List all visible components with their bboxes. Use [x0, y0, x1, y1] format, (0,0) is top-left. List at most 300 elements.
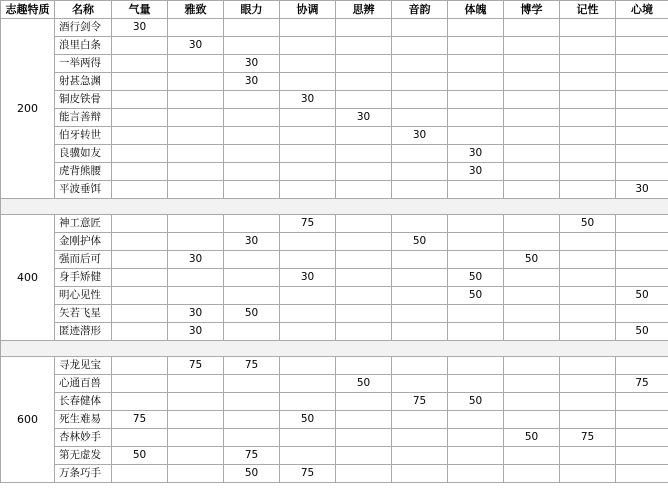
attribute-value-cell: [448, 357, 504, 375]
header-row: [1, 1, 668, 19]
attribute-value-cell: [560, 375, 616, 393]
attribute-value-cell: [112, 55, 168, 73]
attribute-value-cell: [336, 447, 392, 465]
attribute-value-cell: [280, 375, 336, 393]
trait-name-cell: 万条巧手: [55, 465, 112, 483]
attribute-value-cell: [616, 305, 668, 323]
attribute-value-cell: [560, 465, 616, 483]
attribute-value-cell: 30: [448, 145, 504, 163]
attribute-value-cell: 50: [448, 287, 504, 305]
table-row: [1, 429, 668, 447]
attribute-value-cell: [224, 429, 280, 447]
attribute-value-cell: [448, 91, 504, 109]
attribute-value-cell: [224, 127, 280, 145]
table-row: [1, 233, 668, 251]
attribute-value-cell: [392, 429, 448, 447]
attribute-value-cell: [504, 233, 560, 251]
attribute-value-cell: [168, 393, 224, 411]
attribute-value-cell: [392, 447, 448, 465]
attribute-value-cell: [448, 181, 504, 199]
attribute-value-cell: [168, 233, 224, 251]
table-body: [1, 19, 668, 483]
table-row: [1, 163, 668, 181]
attribute-value-cell: [112, 37, 168, 55]
attribute-value-cell: [448, 429, 504, 447]
attribute-value-cell: [392, 287, 448, 305]
attribute-value-cell: [504, 357, 560, 375]
attribute-value-cell: [224, 393, 280, 411]
trait-name-cell: 明心见性: [55, 287, 112, 305]
attribute-value-cell: [112, 357, 168, 375]
attribute-value-cell: [168, 127, 224, 145]
attribute-value-cell: [280, 127, 336, 145]
attribute-value-cell: 50: [504, 251, 560, 269]
attribute-value-cell: [616, 465, 668, 483]
table-row: [1, 91, 668, 109]
attribute-value-cell: [224, 269, 280, 287]
attribute-value-cell: 75: [168, 357, 224, 375]
attribute-value-cell: [560, 287, 616, 305]
attribute-value-cell: [616, 163, 668, 181]
attribute-value-cell: [560, 181, 616, 199]
attribute-value-cell: 50: [224, 465, 280, 483]
attribute-value-cell: [336, 323, 392, 341]
attribute-value-cell: [616, 37, 668, 55]
attribute-value-cell: [504, 127, 560, 145]
trait-name-cell: 匿迹潜形: [55, 323, 112, 341]
attribute-value-cell: [392, 55, 448, 73]
attribute-value-cell: 50: [616, 323, 668, 341]
attribute-value-cell: [560, 447, 616, 465]
attribute-value-cell: [560, 37, 616, 55]
attribute-value-cell: [112, 251, 168, 269]
attribute-value-cell: [616, 127, 668, 145]
attribute-value-cell: [560, 305, 616, 323]
attribute-value-cell: [112, 145, 168, 163]
attribute-value-cell: [336, 465, 392, 483]
attribute-value-cell: [112, 163, 168, 181]
attribute-value-cell: [560, 163, 616, 181]
attribute-value-cell: [168, 163, 224, 181]
attribute-value-cell: [280, 447, 336, 465]
attribute-value-cell: [112, 73, 168, 91]
attribute-value-cell: 50: [392, 233, 448, 251]
trait-name-cell: 心通百兽: [55, 375, 112, 393]
attribute-value-cell: [112, 287, 168, 305]
attribute-value-cell: [224, 163, 280, 181]
header-yinyun: 音韵: [392, 1, 448, 19]
attribute-value-cell: [504, 37, 560, 55]
table-row: [1, 393, 668, 411]
trait-name-cell: 杏林妙手: [55, 429, 112, 447]
tier-cell: 400: [1, 215, 55, 341]
table-row: [1, 73, 668, 91]
attribute-value-cell: [504, 305, 560, 323]
trait-name-cell: 浪里白条: [55, 37, 112, 55]
trait-name-cell: 长春健体: [55, 393, 112, 411]
attribute-value-cell: 30: [168, 37, 224, 55]
attribute-value-cell: 75: [224, 357, 280, 375]
attribute-value-cell: [336, 163, 392, 181]
table-row: [1, 127, 668, 145]
attribute-value-cell: [616, 393, 668, 411]
attribute-value-cell: [392, 109, 448, 127]
attribute-value-cell: [448, 55, 504, 73]
attribute-value-cell: [616, 145, 668, 163]
attribute-value-cell: [560, 109, 616, 127]
header-xietiao: 协调: [280, 1, 336, 19]
attribute-value-cell: 50: [336, 375, 392, 393]
attribute-value-cell: [336, 181, 392, 199]
attribute-value-cell: 75: [560, 429, 616, 447]
attribute-value-cell: 50: [224, 305, 280, 323]
attribute-value-cell: [448, 305, 504, 323]
attribute-value-cell: 30: [112, 19, 168, 37]
attribute-value-cell: [336, 393, 392, 411]
attribute-value-cell: [504, 393, 560, 411]
attribute-value-cell: [280, 55, 336, 73]
trait-name-cell: 死生难易: [55, 411, 112, 429]
attribute-value-cell: [280, 145, 336, 163]
attribute-value-cell: [504, 163, 560, 181]
attribute-value-cell: [224, 411, 280, 429]
attribute-value-cell: [504, 269, 560, 287]
attribute-value-cell: [280, 357, 336, 375]
attribute-value-cell: [448, 323, 504, 341]
attribute-value-cell: [504, 465, 560, 483]
attribute-value-cell: [392, 145, 448, 163]
attribute-value-cell: [504, 109, 560, 127]
attribute-value-cell: [504, 181, 560, 199]
attribute-value-cell: [168, 447, 224, 465]
header-yazhi: 雅致: [168, 1, 224, 19]
attribute-value-cell: [224, 251, 280, 269]
attribute-value-cell: [112, 429, 168, 447]
trait-name-cell: 铜皮铁骨: [55, 91, 112, 109]
attribute-value-cell: [112, 127, 168, 145]
attribute-value-cell: [280, 109, 336, 127]
attribute-value-cell: [112, 393, 168, 411]
table-row: [1, 269, 668, 287]
table-row: [1, 357, 668, 375]
attribute-value-cell: [392, 163, 448, 181]
table-row: [1, 375, 668, 393]
attribute-value-cell: 30: [168, 305, 224, 323]
table-row: [1, 411, 668, 429]
attribute-value-cell: [336, 269, 392, 287]
attribute-value-cell: 30: [224, 73, 280, 91]
tier-cell: 200: [1, 19, 55, 199]
attribute-value-cell: [616, 269, 668, 287]
attribute-value-cell: 30: [392, 127, 448, 145]
table-row: [1, 181, 668, 199]
attribute-value-cell: [392, 37, 448, 55]
attribute-value-cell: [392, 19, 448, 37]
attribute-value-cell: [336, 305, 392, 323]
attribute-value-cell: [280, 305, 336, 323]
attribute-value-cell: [112, 109, 168, 127]
attribute-value-cell: [616, 73, 668, 91]
attribute-value-cell: [560, 357, 616, 375]
attribute-value-cell: [560, 393, 616, 411]
trait-name-cell: 射甚急渊: [55, 73, 112, 91]
table-row: [1, 465, 668, 483]
attribute-value-cell: 30: [168, 323, 224, 341]
attribute-value-cell: [560, 411, 616, 429]
attribute-value-cell: [448, 109, 504, 127]
attribute-value-cell: [336, 73, 392, 91]
attribute-value-cell: [616, 411, 668, 429]
attribute-value-cell: [560, 323, 616, 341]
attribute-value-cell: [504, 215, 560, 233]
attribute-value-cell: [392, 305, 448, 323]
attribute-value-cell: [560, 91, 616, 109]
attribute-value-cell: [448, 215, 504, 233]
attribute-value-cell: [560, 55, 616, 73]
attribute-value-cell: [112, 269, 168, 287]
attribute-value-cell: [392, 91, 448, 109]
attribute-value-cell: [504, 447, 560, 465]
attribute-value-cell: [336, 145, 392, 163]
attribute-value-cell: [168, 109, 224, 127]
attribute-value-cell: [504, 55, 560, 73]
attribute-value-cell: [392, 323, 448, 341]
attribute-value-cell: [224, 375, 280, 393]
attribute-value-cell: [448, 465, 504, 483]
attribute-value-cell: [448, 447, 504, 465]
trait-name-cell: 金刚护体: [55, 233, 112, 251]
attribute-value-cell: 50: [280, 411, 336, 429]
table-row: [1, 323, 668, 341]
attribute-value-cell: [448, 375, 504, 393]
attribute-value-cell: [616, 233, 668, 251]
attribute-value-cell: [616, 55, 668, 73]
attribute-value-cell: 30: [336, 109, 392, 127]
attribute-value-cell: [560, 127, 616, 145]
attribute-value-cell: [560, 145, 616, 163]
attribute-value-cell: [336, 287, 392, 305]
attribute-value-cell: [392, 251, 448, 269]
attribute-value-cell: [560, 269, 616, 287]
attribute-value-cell: [280, 251, 336, 269]
attribute-value-cell: [168, 55, 224, 73]
attribute-value-cell: [448, 37, 504, 55]
attribute-value-cell: [504, 19, 560, 37]
attribute-value-cell: 50: [616, 287, 668, 305]
attribute-value-cell: [168, 429, 224, 447]
trait-name-cell: 虎背熊腰: [55, 163, 112, 181]
attribute-value-cell: [336, 411, 392, 429]
attribute-value-cell: [448, 19, 504, 37]
attribute-value-cell: [224, 145, 280, 163]
header-sibian: 思辨: [336, 1, 392, 19]
attribute-value-cell: [504, 73, 560, 91]
attribute-value-cell: [168, 91, 224, 109]
attribute-value-cell: 30: [224, 55, 280, 73]
attribute-value-cell: [504, 287, 560, 305]
attribute-value-cell: 50: [448, 393, 504, 411]
trait-name-cell: 一举两得: [55, 55, 112, 73]
attribute-value-cell: [616, 429, 668, 447]
attribute-value-cell: [392, 357, 448, 375]
attribute-value-cell: [392, 465, 448, 483]
attribute-value-cell: [336, 251, 392, 269]
trait-name-cell: 强而后可: [55, 251, 112, 269]
attribute-value-cell: [280, 429, 336, 447]
attribute-value-cell: 75: [280, 215, 336, 233]
table-row: [1, 55, 668, 73]
trait-name-cell: 伯牙转世: [55, 127, 112, 145]
attribute-value-cell: [504, 323, 560, 341]
attribute-value-cell: 75: [280, 465, 336, 483]
attribute-value-cell: 30: [448, 163, 504, 181]
attribute-value-cell: [448, 73, 504, 91]
attribute-value-cell: [224, 287, 280, 305]
attribute-value-cell: [616, 19, 668, 37]
attribute-value-cell: [392, 215, 448, 233]
attribute-value-cell: [392, 375, 448, 393]
attribute-value-cell: [112, 233, 168, 251]
header-tier: 志趣特质: [1, 1, 55, 19]
attribute-value-cell: [168, 73, 224, 91]
attribute-value-cell: [504, 145, 560, 163]
attribute-value-cell: 75: [224, 447, 280, 465]
attribute-value-cell: [168, 269, 224, 287]
attribute-value-cell: [168, 411, 224, 429]
attribute-value-cell: [392, 411, 448, 429]
attribute-value-cell: [280, 233, 336, 251]
attribute-value-cell: [224, 19, 280, 37]
attribute-value-cell: [616, 91, 668, 109]
header-name: 名称: [55, 1, 112, 19]
attribute-value-cell: [560, 251, 616, 269]
attribute-value-cell: [112, 91, 168, 109]
attribute-value-cell: [504, 375, 560, 393]
table-row: [1, 109, 668, 127]
attribute-value-cell: [280, 37, 336, 55]
attribute-value-cell: 30: [280, 269, 336, 287]
attribute-value-cell: [616, 357, 668, 375]
table-row: [1, 37, 668, 55]
attribute-value-cell: [280, 19, 336, 37]
table-row: [1, 287, 668, 305]
header-qiliang: 气量: [112, 1, 168, 19]
attribute-value-cell: [616, 215, 668, 233]
attribute-value-cell: [336, 55, 392, 73]
header-xinjing: 心境: [616, 1, 668, 19]
attribute-value-cell: [336, 357, 392, 375]
attribute-value-cell: 75: [616, 375, 668, 393]
attribute-value-cell: 50: [504, 429, 560, 447]
attribute-value-cell: [336, 37, 392, 55]
attribute-value-cell: [112, 323, 168, 341]
table-row: [1, 145, 668, 163]
attribute-value-cell: 50: [112, 447, 168, 465]
attribute-value-cell: [112, 305, 168, 323]
attribute-value-cell: [280, 181, 336, 199]
tier-cell: 600: [1, 357, 55, 483]
attribute-value-cell: [168, 145, 224, 163]
attribute-value-cell: [560, 73, 616, 91]
trait-name-cell: 平波垂饵: [55, 181, 112, 199]
trait-name-cell: 神工意匠: [55, 215, 112, 233]
attribute-value-cell: [280, 287, 336, 305]
attribute-value-cell: [224, 91, 280, 109]
attribute-value-cell: [504, 91, 560, 109]
attribute-value-cell: [224, 37, 280, 55]
attribute-value-cell: 30: [168, 251, 224, 269]
separator-cell: [1, 341, 668, 357]
attribute-value-cell: [224, 323, 280, 341]
attribute-value-cell: [616, 109, 668, 127]
group-separator: [1, 341, 668, 357]
attribute-value-cell: 50: [448, 269, 504, 287]
attribute-value-cell: [168, 375, 224, 393]
attribute-value-cell: 75: [112, 411, 168, 429]
trait-name-cell: 寻龙见宝: [55, 357, 112, 375]
attribute-value-cell: 50: [560, 215, 616, 233]
attribute-value-cell: 75: [392, 393, 448, 411]
attribute-value-cell: [336, 127, 392, 145]
trait-name-cell: 矢若飞星: [55, 305, 112, 323]
attribute-value-cell: [448, 251, 504, 269]
trait-name-cell: 良骥如友: [55, 145, 112, 163]
attribute-value-cell: [280, 393, 336, 411]
attribute-value-cell: [112, 375, 168, 393]
header-yanli: 眼力: [224, 1, 280, 19]
attribute-value-cell: [280, 323, 336, 341]
attribute-value-cell: 30: [224, 233, 280, 251]
attribute-value-cell: [392, 181, 448, 199]
attribute-value-cell: [336, 429, 392, 447]
trait-name-cell: 第无虚发: [55, 447, 112, 465]
attribute-value-cell: [616, 447, 668, 465]
attribute-value-cell: [560, 233, 616, 251]
trait-name-cell: 酒行剑令: [55, 19, 112, 37]
group-separator: [1, 199, 668, 215]
attribute-value-cell: [224, 109, 280, 127]
attribute-value-cell: [168, 19, 224, 37]
attribute-value-cell: [224, 215, 280, 233]
attribute-value-cell: [336, 233, 392, 251]
table-row: [1, 215, 668, 233]
attribute-value-cell: [168, 215, 224, 233]
table-row: [1, 251, 668, 269]
header-tipo: 体魄: [448, 1, 504, 19]
attribute-value-cell: [168, 181, 224, 199]
table-row: [1, 305, 668, 323]
header-jixing: 记性: [560, 1, 616, 19]
attribute-value-cell: [280, 73, 336, 91]
table-row: [1, 19, 668, 37]
attribute-value-cell: 30: [616, 181, 668, 199]
attribute-value-cell: [280, 163, 336, 181]
attribute-value-cell: 30: [280, 91, 336, 109]
attribute-value-cell: [448, 127, 504, 145]
attribute-value-cell: [616, 251, 668, 269]
table-row: [1, 447, 668, 465]
separator-cell: [1, 199, 668, 215]
attribute-value-cell: [448, 411, 504, 429]
attribute-value-cell: [336, 91, 392, 109]
attribute-value-cell: [392, 73, 448, 91]
attribute-value-cell: [448, 233, 504, 251]
attribute-value-cell: [112, 465, 168, 483]
trait-name-cell: 身手矫健: [55, 269, 112, 287]
attribute-value-cell: [112, 181, 168, 199]
attribute-value-cell: [112, 215, 168, 233]
attribute-value-cell: [560, 19, 616, 37]
